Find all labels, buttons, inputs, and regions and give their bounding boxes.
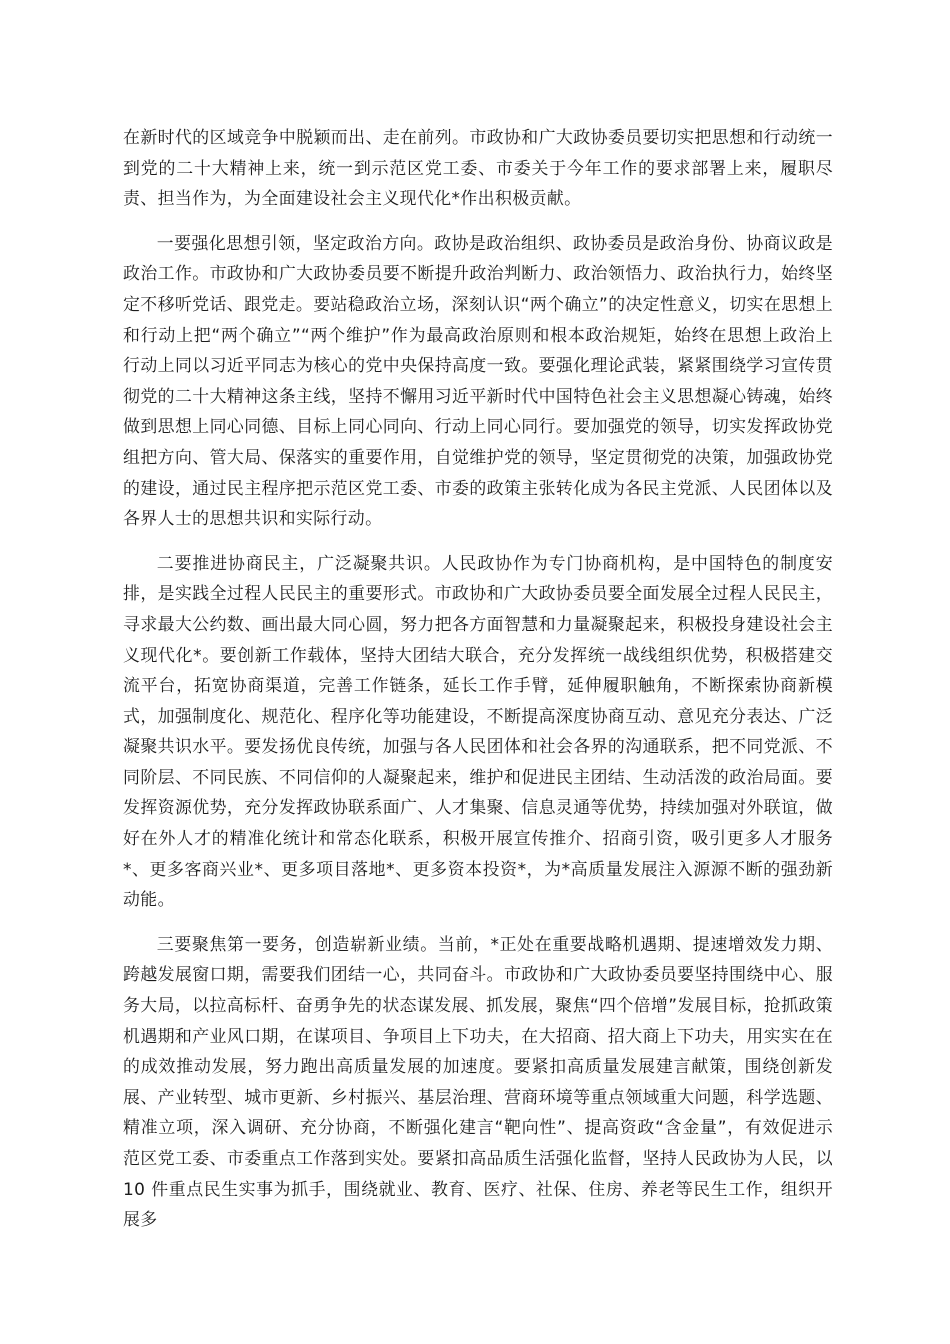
paragraph-intro-continued: 在新时代的区域竞争中脱颖而出、走在前列。市政协和广大政协委员要切实把思想和行动统一到党的二十大精神上来，统一到示范区党工委、市委关于今年工作的要求部署上来，履职尽责、担当作为，为全面建设社会主义现代化*作出积极贡献。	[123, 127, 833, 209]
paragraph-political-guidance: 一要强化思想引领，坚定政治方向。政协是政治组织、政协委员是政治身份、协商议政是政治工作。市政协和广大政协委员要不断提升政治判断力、政治领悟力、政治执行力，始终坚定不移听党话、跟党走。要站稳政治立场，深刻认识“两个确立”的决定性意义，切实在思想上和行动上把“两个确立”“两个维护”作为最高政治原则和根本政治规矩，始终在思想上政治上行动上同以习近平同志为核心的党中央保持高度一致。要强化理论武装，紧紧围绕学习宣传贯彻党的二十大精神这条主线，坚持不懈用习近平新时代中国特色社会主义思想凝心铸魂，始终做到思想上同心同德、目标上同心同向、行动上同心同行。要加强党的领导，切实发挥政协党组把方向、管大局、保落实的重要作用，自觉维护党的领导，坚定贯彻党的决策，加强政协党的建设，通过民主程序把示范区党工委、市委的政策主张转化成为各民主党派、人民团体以及各界人士的思想共识和实际行动。	[123, 232, 833, 529]
document-body	[123, 122, 833, 1249]
paragraph-consultative-democracy: 二要推进协商民主，广泛凝聚共识。人民政协作为专门协商机构，是中国特色的制度安排，是实践全过程人民民主的重要形式。市政协和广大政协委员要全面发展全过程人民民主，寻求最大公约数、画出最大同心圆，努力把各方面智慧和力量凝聚起来，积极投身建设社会主义现代化*。要创新工作载体，坚持大团结大联合，充分发挥统一战线组织优势，积极搭建交流平台，拓宽协商渠道，完善工作链条，延长工作手臂，延伸履职触角，不断探索协商新模式，加强制度化、规范化、程序化等功能建设，不断提高深度协商互动、意见充分表达、广泛凝聚共识水平。要发扬优良传统，加强与各人民团体和社会各界的沟通联系，把不同党派、不同阶层、不同民族、不同信仰的人凝聚起来，维护和促进民主团结、生动活泼的政治局面。要发挥资源优势，充分发挥政协联系面广、人才集聚、信息灵通等优势，持续加强对外联谊，做好在外人才的精准化统计和常态化联系，积极开展宣传推介、招商引资，吸引更多人才服务*、更多客商兴业*、更多项目落地*、更多资本投资*，为*高质量发展注入源源不断的强劲新动能。	[123, 552, 833, 910]
paragraph-development-priority: 三要聚焦第一要务，创造崭新业绩。当前，*正处在重要战略机遇期、提速增效发力期、跨越发展窗口期，需要我们团结一心，共同奋斗。市政协和广大政协委员要坚持围绕中心、服务大局，以拉高标杆、奋勇争先的状态谋发展、抓发展，聚焦“四个倍增”发展目标，抢抓政策机遇期和产业风口期，在谋项目、争项目上下功夫，在大招商、招大商上下功夫，用实实在在的成效推动发展，努力跑出高质量发展的加速度。要紧扣高质量发展建言献策，围绕创新发展、产业转型、城市更新、乡村振兴、基层治理、营商环境等重点领域重大问题，科学选题、精准立项，深入调研、充分协商，不断强化建言“靶向性”、提高资政“含金量”，有效促进示范区党工委、市委重点工作落到实处。要紧扣高品质生活强化监督，坚持人民政协为人民，以 10 件重点民生实事为抓手，围绕就业、教育、医疗、社保、住房、养老等民生工作，组织开展多	[123, 933, 833, 1230]
